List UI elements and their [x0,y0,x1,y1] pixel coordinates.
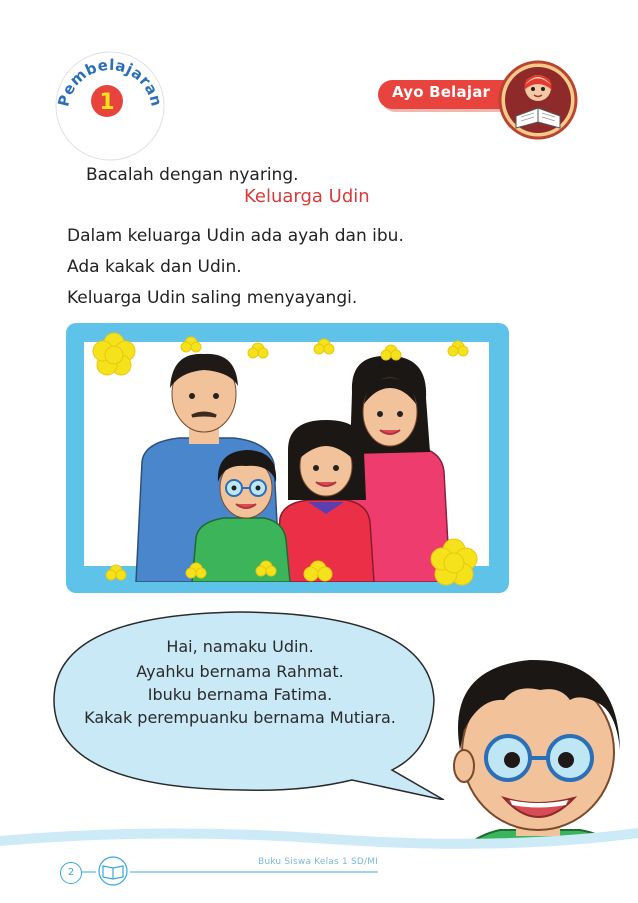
badge-arc-label: Pembelajaran [54,55,166,109]
speech-line: Kakak perempuanku bernama Mutiara. [84,708,396,727]
page-number: 2 [60,862,82,884]
badge-number: 1 [99,90,115,115]
reading-instruction: Bacalah dengan nyaring. [86,165,299,185]
child-reading-icon [498,60,578,140]
frame-flower-decorations [66,323,509,593]
speech-line: Ayahku bernama Rahmat. [136,662,344,681]
pembelajaran-badge [54,50,166,162]
story-line: Ada kakak dan Udin. [67,257,242,277]
speech-line: Hai, namaku Udin. [166,637,314,656]
story-line: Keluarga Udin saling menyayangi. [67,288,358,308]
book-icon [96,856,130,886]
speech-line: Ibuku bernama Fatima. [147,685,333,704]
story-title: Keluarga Udin [244,186,370,207]
story-line: Dalam keluarga Udin ada ayah dan ibu. [67,226,404,246]
ayo-belajar-label: Ayo Belajar [392,83,491,101]
book-title: Buku Siswa Kelas 1 SD/MI [258,857,379,867]
